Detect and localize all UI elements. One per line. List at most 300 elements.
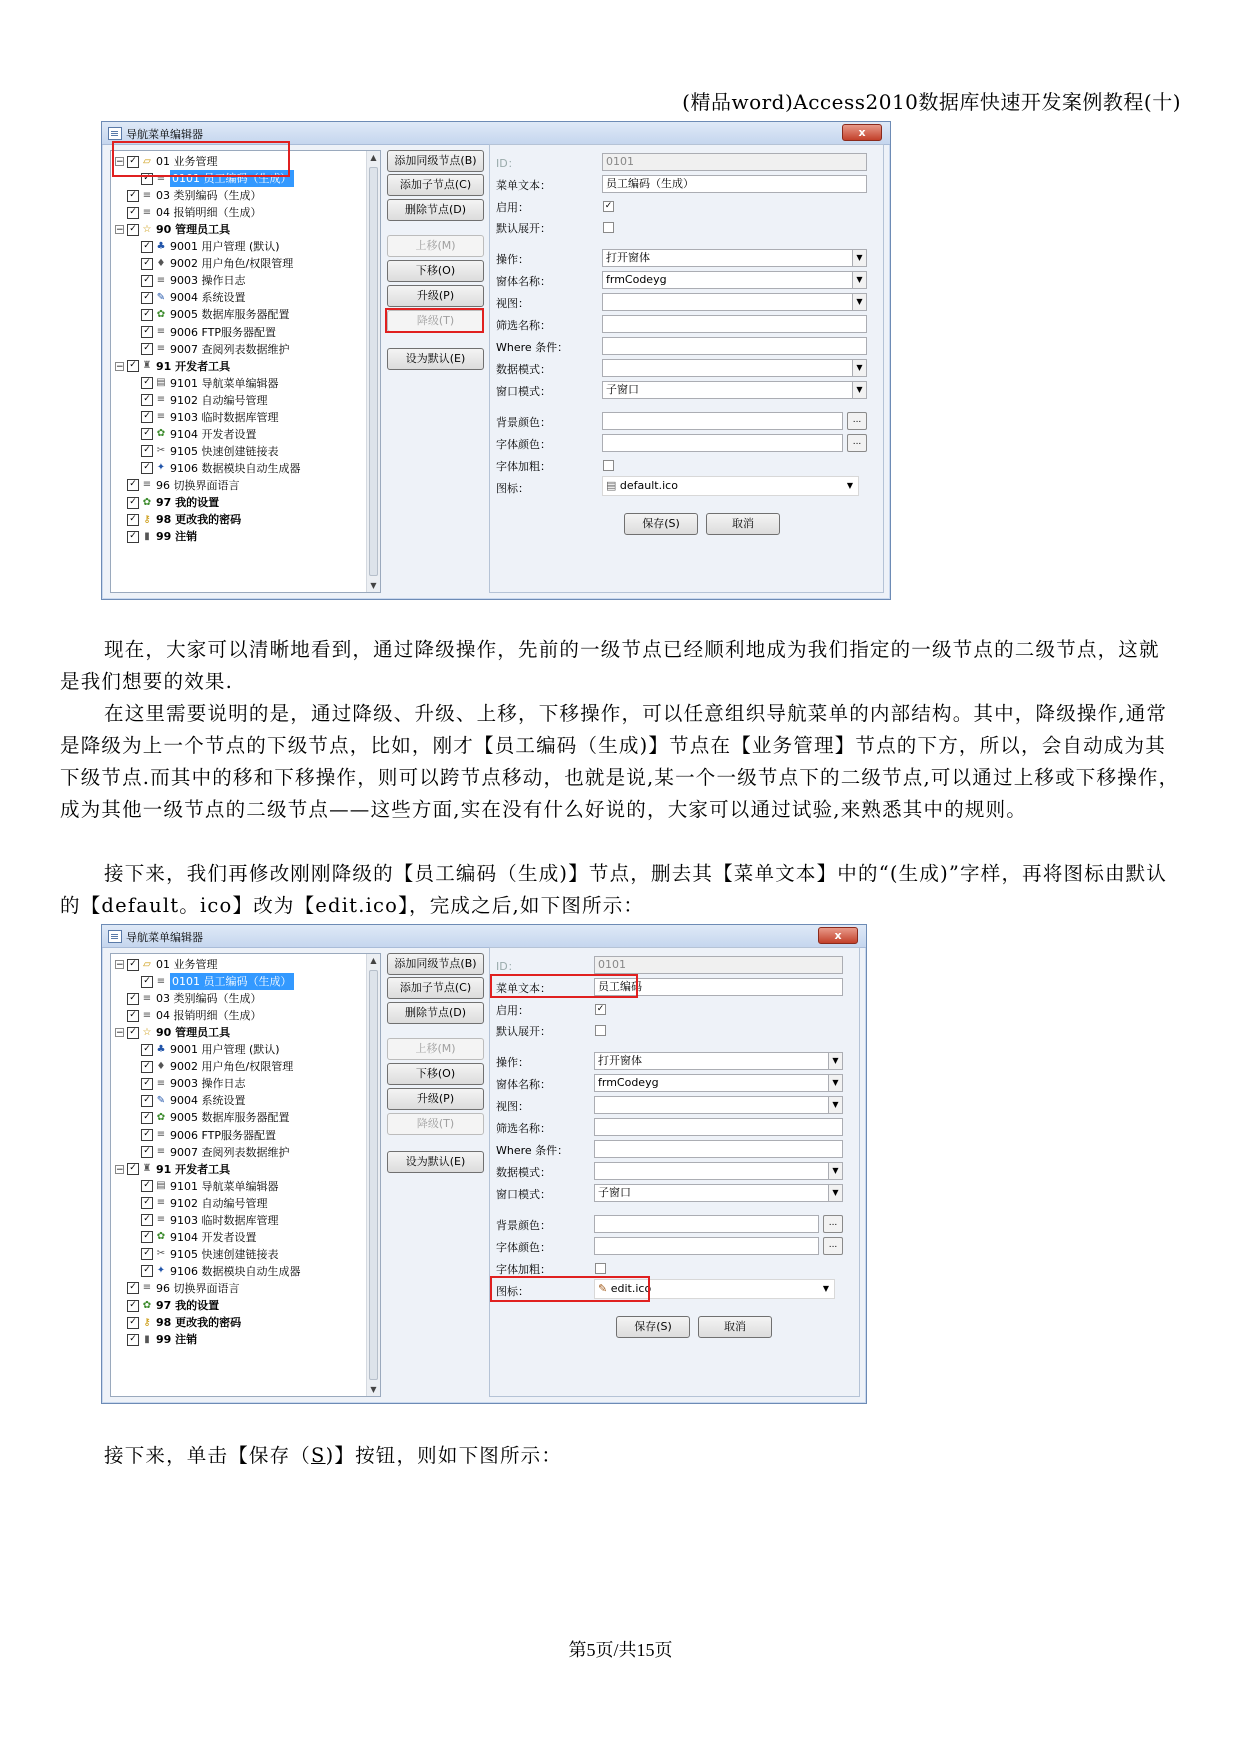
document-icon	[141, 1010, 153, 1022]
node-icon-glyph: ♦	[156, 257, 166, 269]
collapse-icon[interactable]: −	[116, 361, 124, 372]
menu-text-value: 员工编码（生成）	[606, 177, 694, 190]
node-icon-glyph: ≡	[156, 394, 166, 406]
node-checkbox[interactable]: ✓	[141, 292, 153, 304]
gear-icon	[141, 1300, 153, 1312]
node-checkbox[interactable]: ✓	[141, 976, 153, 988]
node-icon-glyph: ✦	[156, 462, 166, 474]
where-input[interactable]	[602, 337, 867, 355]
node-checkbox[interactable]: ✓	[141, 343, 153, 355]
tools-icon	[141, 360, 153, 372]
node-checkbox[interactable]: ✓	[127, 190, 139, 202]
node-checkbox[interactable]: ✓	[141, 241, 153, 253]
node-checkbox[interactable]: ✓	[141, 1180, 153, 1192]
node-checkbox[interactable]: ✓	[127, 360, 139, 372]
label-enabled: 启用：	[496, 1004, 529, 1017]
node-icon-glyph: ♦	[156, 1060, 166, 1072]
save-button[interactable]: 保存(S)	[616, 1316, 690, 1338]
tree-node[interactable]	[141, 272, 246, 289]
tree-node[interactable]	[141, 443, 279, 460]
tree-node-label: 0101 员工编码（生成）	[172, 975, 292, 989]
collapse-icon[interactable]: −	[116, 1028, 124, 1039]
node-checkbox[interactable]: ✓	[127, 1317, 139, 1329]
tree-node[interactable]	[141, 255, 293, 272]
node-checkbox[interactable]: ✓	[127, 156, 139, 168]
node-icon-glyph: ≡	[156, 1077, 166, 1089]
delete-node-button[interactable]: 删除节点(D)	[387, 199, 484, 221]
node-icon-glyph: ▤	[156, 1180, 166, 1192]
paragraph-4-text-a: 接下来，单击【保存（	[104, 1444, 312, 1467]
set-default-button[interactable]: 设为默认(E)	[387, 1151, 484, 1173]
dropdown-arrow-icon[interactable]: ▼	[852, 250, 866, 266]
label-window-mode: 窗口模式：	[496, 385, 551, 398]
node-icon-glyph: ♜	[142, 1163, 152, 1175]
tree-node[interactable]	[115, 511, 241, 528]
tree-node[interactable]	[115, 1331, 197, 1348]
label-id: ID：	[496, 960, 519, 973]
add-sibling-button[interactable]: 添加同级节点(B)	[387, 953, 484, 975]
promote-button[interactable]: 升级(P)	[387, 285, 484, 307]
edit-icon: ✎	[598, 1282, 611, 1295]
tree-node-label: 9103 临时数据库管理	[170, 410, 279, 424]
tree-node-label: 9005 数据库服务器配置	[170, 1111, 290, 1125]
node-icon-glyph: ☆	[142, 223, 152, 235]
tree-node-label: 90 管理员工具	[156, 223, 231, 237]
label-font-bold: 字体加粗：	[496, 1263, 551, 1276]
menu-text-value: 员工编码	[598, 980, 642, 993]
tree-node[interactable]	[141, 426, 257, 443]
tree-node[interactable]	[141, 306, 290, 323]
node-checkbox[interactable]: ✓	[141, 1095, 153, 1107]
node-icon-glyph: ≡	[142, 479, 152, 491]
tree-node[interactable]	[115, 477, 240, 494]
node-icon-glyph: ⚷	[143, 513, 151, 525]
close-button[interactable]: x	[818, 927, 858, 944]
collapse-icon[interactable]: −	[116, 157, 124, 167]
node-icon-glyph: ✿	[156, 428, 166, 440]
star-icon	[141, 1027, 153, 1039]
view-dropdown[interactable]	[602, 293, 867, 311]
tree-node[interactable]	[141, 1058, 293, 1075]
node-icon-glyph: ≡	[156, 172, 166, 184]
tree-node[interactable]	[141, 375, 279, 392]
tree-node-label: 01 业务管理	[156, 958, 218, 971]
node-checkbox[interactable]: ✓	[127, 1163, 139, 1175]
dropdown-arrow-icon[interactable]: ▼	[828, 1053, 842, 1069]
move-up-button[interactable]: 上移(M)	[387, 1038, 484, 1060]
label-icon: 图标：	[496, 482, 529, 495]
node-checkbox[interactable]: ✓	[127, 993, 139, 1005]
dropdown-arrow-icon[interactable]: ▼	[852, 294, 866, 310]
label-default-expand: 默认展开：	[496, 222, 551, 235]
node-icon-glyph: ✎	[156, 1094, 166, 1106]
document-icon	[155, 1078, 167, 1090]
title-bar	[102, 925, 866, 948]
document-icon	[155, 343, 167, 355]
node-checkbox[interactable]: ✓	[127, 531, 139, 543]
node-icon-glyph: ≡	[156, 411, 166, 423]
menu-text-input[interactable]	[602, 175, 867, 193]
lock-icon	[155, 1061, 167, 1073]
scroll-down-arrow[interactable]: ▼	[370, 581, 377, 590]
node-icon-glyph: ▮	[144, 1333, 150, 1345]
window-mode-value: 子窗口	[606, 383, 639, 396]
tree-node[interactable]	[115, 1297, 219, 1314]
tree-node[interactable]	[115, 1280, 240, 1297]
dropdown-arrow-icon[interactable]: ▼	[852, 272, 866, 288]
node-checkbox[interactable]: ✓	[127, 959, 139, 971]
label-view: 视图：	[496, 297, 529, 310]
dropdown-arrow-icon[interactable]: ▼	[822, 1284, 829, 1293]
tree-node[interactable]	[115, 1024, 230, 1041]
node-checkbox[interactable]: ✓	[141, 445, 153, 457]
node-checkbox[interactable]: ✓	[127, 1027, 139, 1039]
tree-node-label: 9004 系统设置	[170, 1094, 246, 1108]
node-icon-glyph: ≡	[156, 326, 166, 337]
document-icon	[141, 207, 153, 219]
tree-scrollbar[interactable]	[366, 954, 380, 1396]
gear-icon	[155, 428, 167, 440]
tree-node-label: 01 业务管理	[156, 155, 218, 168]
action-value: 打开窗体	[606, 251, 650, 264]
node-checkbox[interactable]: ✓	[141, 1248, 153, 1260]
window-mode-value: 子窗口	[598, 1186, 631, 1199]
data-mode-dropdown[interactable]	[594, 1162, 843, 1180]
tree-node[interactable]	[141, 1178, 279, 1195]
gear-icon	[155, 1231, 167, 1243]
node-checkbox[interactable]: ✓	[127, 224, 139, 236]
tree-node[interactable]	[141, 1229, 257, 1246]
tree-node[interactable]	[141, 1075, 246, 1092]
node-icon-glyph: ≡	[156, 1197, 166, 1209]
font-color-picker-button[interactable]: ...	[847, 434, 867, 452]
tree-node[interactable]	[115, 990, 262, 1007]
node-checkbox[interactable]: ✓	[127, 1334, 139, 1346]
node-icon-glyph: ▱	[143, 155, 151, 167]
dropdown-arrow-icon[interactable]: ▼	[852, 360, 866, 376]
label-window-mode: 窗口模式：	[496, 1188, 551, 1201]
document-icon	[155, 1146, 167, 1158]
edit-icon	[155, 292, 167, 304]
promote-button[interactable]: 升级(P)	[387, 1088, 484, 1110]
node-checkbox[interactable]: ✓	[141, 1078, 153, 1090]
tree-node-label: 98 更改我的密码	[156, 513, 242, 527]
tree-node[interactable]	[141, 392, 268, 409]
delete-node-button[interactable]: 删除节点(D)	[387, 1002, 484, 1024]
window-mode-dropdown[interactable]	[594, 1184, 843, 1202]
node-checkbox[interactable]: ✓	[127, 1282, 139, 1294]
view-dropdown[interactable]	[594, 1096, 843, 1114]
close-button[interactable]: x	[842, 124, 882, 141]
tree-node[interactable]	[115, 1007, 262, 1024]
label-where: Where 条件：	[496, 341, 569, 354]
node-icon-glyph: ✿	[142, 496, 152, 508]
label-back-color: 背景颜色：	[496, 416, 551, 429]
dropdown-arrow-icon[interactable]: ▼	[828, 1185, 842, 1201]
filter-name-input[interactable]	[602, 315, 867, 333]
tree-node[interactable]	[115, 1161, 230, 1178]
node-icon-glyph: ≡	[156, 274, 166, 286]
tree-node-label: 9001 用户管理 (默认)	[170, 240, 280, 254]
action-dropdown[interactable]	[594, 1052, 843, 1070]
tree-node[interactable]	[141, 1092, 246, 1109]
node-icon-glyph: ✿	[156, 1111, 166, 1123]
node-icon-glyph: ≡	[156, 975, 166, 987]
id-value: 0101	[606, 155, 634, 168]
tree-node[interactable]	[141, 1109, 290, 1126]
node-checkbox[interactable]: ✓	[127, 514, 139, 526]
id-input	[602, 153, 867, 171]
node-checkbox[interactable]: ✓	[141, 1044, 153, 1056]
tree-node-label: 9103 临时数据库管理	[170, 1213, 279, 1227]
node-icon-glyph: ✦	[156, 1265, 166, 1277]
tree-node-label: 9003 操作日志	[170, 1077, 246, 1091]
back-color-input[interactable]	[602, 412, 843, 430]
nav-menu-editor-window-2	[101, 924, 867, 1404]
node-checkbox[interactable]: ✓	[141, 394, 153, 406]
tree-node-label: 9003 操作日志	[170, 274, 246, 288]
tree-node[interactable]	[115, 494, 219, 511]
node-checkbox[interactable]: ✓	[127, 497, 139, 509]
save-button[interactable]: 保存(S)	[624, 513, 698, 535]
node-checkbox[interactable]: ✓	[141, 309, 153, 321]
node-icon-glyph: ≡	[142, 992, 152, 1004]
tree-node-label: 9104 开发者设置	[170, 427, 257, 441]
node-checkbox[interactable]: ✓	[141, 173, 153, 185]
tools-icon	[141, 1163, 153, 1175]
back-color-picker-button[interactable]: ...	[823, 1215, 843, 1233]
scroll-up-arrow[interactable]: ▲	[370, 956, 377, 965]
tree-node-label: 9007 查阅列表数据维护	[170, 342, 290, 356]
tree-node[interactable]	[115, 204, 262, 221]
tree-node[interactable]	[141, 1263, 301, 1280]
node-checkbox[interactable]: ✓	[127, 207, 139, 219]
tree-node[interactable]	[141, 1144, 290, 1161]
node-checkbox[interactable]: ✓	[141, 258, 153, 270]
menu-tree[interactable]	[110, 150, 381, 593]
tree-node-label: 04 报销明细（生成）	[156, 1009, 262, 1023]
scroll-thumb[interactable]	[369, 970, 378, 1380]
link-icon	[155, 445, 167, 457]
id-value: 0101	[598, 958, 626, 971]
node-icon-glyph: ✿	[156, 1231, 166, 1243]
label-data-mode: 数据模式：	[496, 1166, 551, 1179]
node-icon-glyph: ≡	[156, 1129, 166, 1140]
font-color-input[interactable]	[594, 1237, 819, 1255]
tree-node[interactable]	[141, 1195, 268, 1212]
node-checkbox[interactable]: ✓	[141, 1231, 153, 1243]
menu-tree[interactable]	[110, 953, 381, 1397]
form-name-dropdown[interactable]	[594, 1074, 843, 1092]
action-value: 打开窗体	[598, 1054, 642, 1067]
node-icon-glyph: ▤	[156, 377, 166, 389]
tree-scrollbar[interactable]	[366, 151, 380, 592]
label-font-bold: 字体加粗：	[496, 460, 551, 473]
back-color-picker-button[interactable]: ...	[847, 412, 867, 430]
label-font-color: 字体颜色：	[496, 1241, 551, 1254]
tree-node-label: 9005 数据库服务器配置	[170, 308, 290, 322]
document-icon	[155, 326, 167, 338]
highlight-box	[385, 308, 484, 333]
tree-node[interactable]	[141, 324, 276, 341]
label-filter-name: 筛选名称：	[496, 1122, 551, 1135]
scroll-thumb[interactable]	[369, 167, 378, 576]
dropdown-arrow-icon[interactable]: ▼	[828, 1097, 842, 1113]
tree-node-label: 9101 导航菜单编辑器	[170, 1179, 279, 1193]
tree-node-label: 96 切换界面语言	[156, 1281, 240, 1295]
data-mode-dropdown[interactable]	[602, 359, 867, 377]
label-filter-name: 筛选名称：	[496, 319, 551, 332]
dropdown-arrow-icon[interactable]: ▼	[846, 481, 853, 490]
tree-node[interactable]	[115, 187, 262, 204]
move-down-button[interactable]: 下移(O)	[387, 260, 484, 282]
node-checkbox[interactable]: ✓	[141, 275, 153, 287]
wand-icon	[155, 462, 167, 474]
tree-node[interactable]	[141, 1127, 276, 1144]
node-icon-glyph: ♜	[142, 360, 152, 372]
tree-node[interactable]	[141, 973, 294, 990]
filter-name-input[interactable]	[594, 1118, 843, 1136]
node-checkbox[interactable]: ✓	[141, 1061, 153, 1073]
cancel-button[interactable]: 取消	[698, 1316, 772, 1338]
label-action: 操作：	[496, 1056, 529, 1069]
dropdown-arrow-icon[interactable]: ▼	[828, 1075, 842, 1091]
font-color-input[interactable]	[602, 434, 843, 452]
add-sibling-button[interactable]: 添加同级节点(B)	[387, 150, 484, 172]
move-up-button[interactable]: 上移(M)	[387, 235, 484, 257]
tree-node-label: 9002 用户角色/权限管理	[170, 257, 294, 271]
label-data-mode: 数据模式：	[496, 363, 551, 376]
document-icon	[155, 1197, 167, 1209]
where-input[interactable]	[594, 1140, 843, 1158]
move-down-button[interactable]: 下移(O)	[387, 1063, 484, 1085]
tree-node-label: 91 开发者工具	[156, 1162, 231, 1176]
node-checkbox[interactable]: ✓	[141, 462, 153, 474]
icon-dropdown[interactable]	[602, 476, 859, 496]
label-menu-text: 菜单文本：	[496, 179, 551, 192]
tree-node-label: 97 我的设置	[156, 496, 220, 509]
font-bold-checkbox[interactable]	[595, 1263, 606, 1274]
tree-node[interactable]	[141, 460, 301, 477]
node-checkbox[interactable]: ✓	[141, 377, 153, 389]
node-checkbox[interactable]: ✓	[141, 428, 153, 440]
paragraph-4	[60, 1440, 1180, 1472]
icon-value: edit.ico	[610, 1282, 652, 1295]
add-child-button[interactable]: 添加子节点(C)	[387, 977, 484, 999]
wand-icon	[155, 1265, 167, 1277]
node-checkbox[interactable]: ✓	[127, 1300, 139, 1312]
node-icon-glyph: ♣	[156, 1043, 166, 1055]
node-icon-glyph: ☆	[142, 1026, 152, 1038]
node-checkbox[interactable]: ✓	[141, 411, 153, 423]
node-checkbox[interactable]: ✓	[141, 1146, 153, 1158]
font-color-picker-button[interactable]: ...	[823, 1237, 843, 1255]
paragraph-4-hotkey: S	[311, 1444, 326, 1467]
node-icon-glyph: ≡	[142, 206, 152, 218]
dropdown-arrow-icon[interactable]: ▼	[852, 382, 866, 398]
tree-node-label: 91 开发者工具	[156, 359, 231, 373]
enabled-checkbox[interactable]: ✓	[604, 201, 613, 211]
tree-node[interactable]	[141, 409, 279, 426]
tree-node[interactable]	[115, 358, 230, 375]
tree-node[interactable]	[141, 1212, 279, 1229]
collapse-icon[interactable]: −	[116, 1164, 124, 1175]
tree-node[interactable]	[141, 1041, 280, 1058]
tree-node[interactable]	[141, 289, 246, 306]
document-icon	[155, 394, 167, 406]
node-checkbox[interactable]: ✓	[141, 1197, 153, 1209]
font-bold-checkbox[interactable]	[603, 460, 614, 471]
node-checkbox[interactable]: ✓	[141, 1129, 153, 1141]
tree-node[interactable]	[115, 1314, 241, 1331]
default-expand-checkbox[interactable]	[603, 222, 614, 233]
node-icon-glyph: ✿	[156, 308, 166, 320]
add-child-button[interactable]: 添加子节点(C)	[387, 174, 484, 196]
node-checkbox[interactable]: ✓	[127, 1010, 139, 1022]
demote-button[interactable]: 降级(T)	[387, 1113, 484, 1135]
lock-icon	[155, 258, 167, 270]
cancel-button[interactable]: 取消	[706, 513, 780, 535]
tree-node-label: 03 类别编码（生成）	[156, 189, 262, 203]
tree-node-label: 03 类别编码（生成）	[156, 992, 262, 1006]
node-checkbox[interactable]: ✓	[141, 1265, 153, 1277]
key-icon	[141, 1317, 153, 1329]
tree-node[interactable]	[115, 528, 197, 545]
set-default-button[interactable]: 设为默认(E)	[387, 348, 484, 370]
paragraph-3-text: 接下来，我们再修改刚刚降级的【员工编码（生成)】节点，删去其【菜单文本】中的“(生成)”字样，再将图标由默认的【default。ico】改为【edit.ico】，完成之后,如下图所示：	[60, 862, 1168, 917]
scroll-up-arrow[interactable]: ▲	[370, 153, 377, 162]
form-name-dropdown[interactable]	[602, 271, 867, 289]
node-checkbox[interactable]: ✓	[141, 1112, 153, 1124]
node-icon-glyph: ✎	[156, 291, 166, 303]
document-icon	[155, 411, 167, 423]
nav-menu-editor-window-1	[101, 121, 891, 600]
tree-node-label: 9102 自动编号管理	[170, 1196, 268, 1210]
node-icon-glyph: ✂	[156, 1248, 166, 1260]
label-font-color: 字体颜色：	[496, 438, 551, 451]
label-view: 视图：	[496, 1100, 529, 1113]
document-icon	[155, 1129, 167, 1141]
tree-node[interactable]	[115, 956, 218, 973]
tree-node-label: 90 管理员工具	[156, 1026, 231, 1040]
action-dropdown[interactable]	[602, 249, 867, 267]
label-form-name: 窗体名称：	[496, 1078, 551, 1091]
label-back-color: 背景颜色：	[496, 1219, 551, 1232]
tree-node[interactable]	[115, 221, 230, 238]
tree-node[interactable]	[141, 1246, 279, 1263]
node-checkbox[interactable]: ✓	[127, 479, 139, 491]
scroll-down-arrow[interactable]: ▼	[370, 1385, 377, 1394]
page-footer: 第5页/共15页	[568, 1640, 673, 1660]
collapse-icon[interactable]: −	[116, 225, 124, 236]
collapse-icon[interactable]: −	[116, 960, 124, 970]
back-color-input[interactable]	[594, 1215, 819, 1233]
tree-node[interactable]	[141, 238, 280, 255]
tree-node[interactable]	[141, 341, 290, 358]
dropdown-arrow-icon[interactable]: ▼	[828, 1163, 842, 1179]
enabled-checkbox[interactable]: ✓	[596, 1004, 605, 1014]
node-checkbox[interactable]: ✓	[141, 326, 153, 338]
menu-icon	[155, 377, 167, 389]
default-expand-checkbox[interactable]	[595, 1025, 606, 1036]
gear-icon	[155, 309, 167, 321]
node-checkbox[interactable]: ✓	[141, 1214, 153, 1226]
demote-button[interactable]: 降级(T)	[387, 310, 484, 332]
tree-node-label: 9002 用户角色/权限管理	[170, 1060, 294, 1074]
users-icon	[155, 1044, 167, 1056]
tree-node-label: 99 注销	[156, 1333, 198, 1347]
window-mode-dropdown[interactable]	[602, 381, 867, 399]
